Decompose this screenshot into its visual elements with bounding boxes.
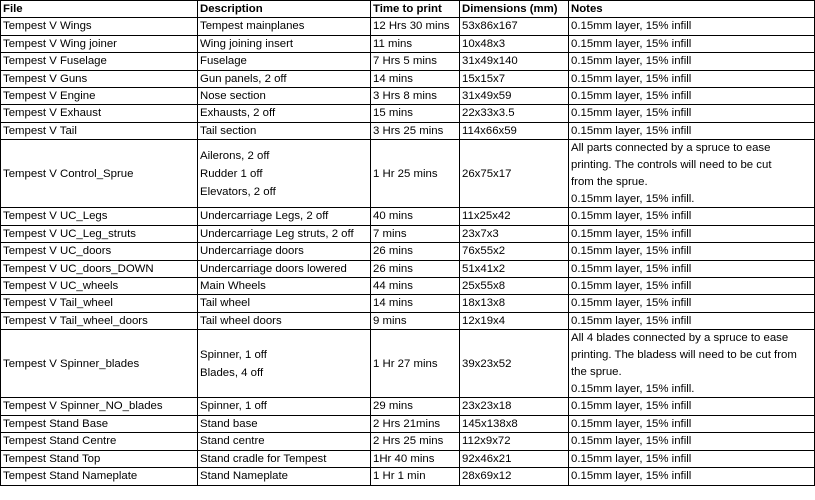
description-line: Tail wheel xyxy=(200,297,251,310)
cell-file: Tempest V Tail_wheel_doors xyxy=(1,312,198,329)
cell-dimensions: 51x41x2 xyxy=(460,260,569,277)
cell-time-to-print: 29 mins xyxy=(371,398,460,415)
cell-time-to-print: 1Hr 40 mins xyxy=(371,450,460,467)
notes-line: 0.15mm layer, 15% infill xyxy=(571,107,692,120)
cell-dimensions: 76x55x2 xyxy=(460,243,569,260)
cell-notes xyxy=(569,140,815,208)
table-row xyxy=(1,225,815,242)
description-line: Tail wheel doors xyxy=(200,314,282,327)
cell-dimensions: 22x33x3.5 xyxy=(460,105,569,122)
cell-notes xyxy=(569,260,815,277)
cell-file: Tempest V Wings xyxy=(1,18,198,35)
description-line: Stand base xyxy=(200,417,258,430)
description-line: Exhausts, 2 off xyxy=(200,107,276,120)
cell-notes xyxy=(569,208,815,225)
cell-notes xyxy=(569,312,815,329)
header-dimensions: Dimensions (mm) xyxy=(460,1,569,18)
description-line: Main Wheels xyxy=(200,280,266,293)
cell-file: Tempest Stand Nameplate xyxy=(1,468,198,485)
cell-time-to-print: 26 mins xyxy=(371,260,460,277)
cell-notes xyxy=(569,225,815,242)
cell-dimensions: 28x69x12 xyxy=(460,468,569,485)
notes-line: All parts connected by a spruce to ease xyxy=(571,142,771,155)
cell-description xyxy=(198,450,371,467)
cell-dimensions: 23x7x3 xyxy=(460,225,569,242)
notes-line: 0.15mm layer, 15% infill xyxy=(571,90,692,103)
description-line: Spinner, 1 off xyxy=(200,400,267,413)
notes-line: 0.15mm layer, 15% infill xyxy=(571,470,692,483)
cell-file: Tempest V Fuselage xyxy=(1,53,198,70)
cell-time-to-print: 14 mins xyxy=(371,295,460,312)
cell-time-to-print: 11 mins xyxy=(371,35,460,52)
description-line: Undercarriage Leg struts, 2 off xyxy=(200,227,354,240)
table-row xyxy=(1,278,815,295)
cell-description xyxy=(198,433,371,450)
cell-file: Tempest V UC_doors xyxy=(1,243,198,260)
cell-time-to-print: 7 Hrs 5 mins xyxy=(371,53,460,70)
cell-file: Tempest V Guns xyxy=(1,70,198,87)
cell-notes xyxy=(569,433,815,450)
notes-line: 0.15mm layer, 15% infill xyxy=(571,452,692,465)
cell-dimensions: 26x75x17 xyxy=(460,140,569,208)
cell-notes xyxy=(569,35,815,52)
description-line: Blades, 4 off xyxy=(200,366,264,379)
cell-time-to-print: 1 Hr 25 mins xyxy=(371,140,460,208)
cell-notes xyxy=(569,88,815,105)
notes-line: the sprue. xyxy=(571,365,622,378)
cell-notes xyxy=(569,105,815,122)
cell-description xyxy=(198,312,371,329)
table-row xyxy=(1,450,815,467)
cell-description xyxy=(198,18,371,35)
cell-description xyxy=(198,330,371,398)
description-line: Fuselage xyxy=(200,55,247,68)
cell-notes xyxy=(569,53,815,70)
header-notes: Notes xyxy=(569,1,815,18)
table-row xyxy=(1,88,815,105)
cell-time-to-print: 14 mins xyxy=(371,70,460,87)
cell-description xyxy=(198,260,371,277)
table-row xyxy=(1,398,815,415)
notes-line: All 4 blades connected by a spruce to ease xyxy=(571,332,789,345)
cell-time-to-print: 1 Hr 27 mins xyxy=(371,330,460,398)
header-row xyxy=(1,1,815,18)
cell-time-to-print: 7 mins xyxy=(371,225,460,242)
cell-dimensions: 145x138x8 xyxy=(460,415,569,432)
notes-line: 0.15mm layer, 15% infill xyxy=(571,124,692,137)
cell-notes xyxy=(569,450,815,467)
notes-line: 0.15mm layer, 15% infill. xyxy=(571,192,695,205)
cell-description xyxy=(198,295,371,312)
cell-dimensions: 112x9x72 xyxy=(460,433,569,450)
cell-description xyxy=(198,415,371,432)
cell-description xyxy=(198,70,371,87)
cell-notes xyxy=(569,468,815,485)
cell-description xyxy=(198,105,371,122)
cell-file: Tempest Stand Centre xyxy=(1,433,198,450)
table-body xyxy=(1,18,815,485)
cell-dimensions: 10x48x3 xyxy=(460,35,569,52)
description-line: Gun panels, 2 off xyxy=(200,72,287,85)
cell-dimensions: 31x49x59 xyxy=(460,88,569,105)
cell-file: Tempest V Spinner_NO_blades xyxy=(1,398,198,415)
table-row xyxy=(1,53,815,70)
cell-file: Tempest V UC_Leg_struts xyxy=(1,225,198,242)
description-line: Undercarriage doors xyxy=(200,245,304,258)
notes-line: from the sprue. xyxy=(571,175,648,188)
description-line: Tail section xyxy=(200,124,257,137)
table-row xyxy=(1,260,815,277)
cell-file: Tempest Stand Base xyxy=(1,415,198,432)
table-row xyxy=(1,415,815,432)
table-row xyxy=(1,35,815,52)
description-line: Undercarriage Legs, 2 off xyxy=(200,210,329,223)
cell-file: Tempest V Wing joiner xyxy=(1,35,198,52)
table-row xyxy=(1,312,815,329)
notes-line: 0.15mm layer, 15% infill xyxy=(571,55,692,68)
cell-notes xyxy=(569,278,815,295)
cell-notes xyxy=(569,70,815,87)
cell-notes xyxy=(569,243,815,260)
cell-dimensions: 92x46x21 xyxy=(460,450,569,467)
notes-line: 0.15mm layer, 15% infill xyxy=(571,37,692,50)
cell-file: Tempest V Spinner_blades xyxy=(1,330,198,398)
cell-dimensions: 25x55x8 xyxy=(460,278,569,295)
cell-description xyxy=(198,88,371,105)
description-line: Nose section xyxy=(200,90,266,103)
cell-description xyxy=(198,53,371,70)
table-row xyxy=(1,18,815,35)
cell-time-to-print: 1 Hr 1 min xyxy=(371,468,460,485)
cell-description xyxy=(198,243,371,260)
notes-line: printing. The bladess will need to be cut from xyxy=(571,349,797,362)
cell-dimensions: 31x49x140 xyxy=(460,53,569,70)
description-line: Stand centre xyxy=(200,435,265,448)
cell-time-to-print: 2 Hrs 25 mins xyxy=(371,433,460,450)
table-row xyxy=(1,208,815,225)
notes-line: 0.15mm layer, 15% infill xyxy=(571,297,692,310)
table-row xyxy=(1,330,815,398)
description-line: Stand cradle for Tempest xyxy=(200,452,327,465)
notes-line: 0.15mm layer, 15% infill xyxy=(571,245,692,258)
notes-line: 0.15mm layer, 15% infill xyxy=(571,417,692,430)
table-row xyxy=(1,295,815,312)
cell-file: Tempest V Engine xyxy=(1,88,198,105)
notes-line: 0.15mm layer, 15% infill xyxy=(571,280,692,293)
cell-description xyxy=(198,208,371,225)
cell-file: Tempest V Tail_wheel xyxy=(1,295,198,312)
notes-line: 0.15mm layer, 15% infill xyxy=(571,72,692,85)
cell-time-to-print: 15 mins xyxy=(371,105,460,122)
table-row xyxy=(1,140,815,208)
notes-line: 0.15mm layer, 15% infill xyxy=(571,227,692,240)
cell-description xyxy=(198,35,371,52)
description-line: Rudder 1 off xyxy=(200,167,263,180)
description-line: Stand Nameplate xyxy=(200,470,289,483)
cell-notes xyxy=(569,330,815,398)
cell-notes xyxy=(569,122,815,139)
cell-file: Tempest V Control_Sprue xyxy=(1,140,198,208)
description-line: Elevators, 2 off xyxy=(200,185,276,198)
cell-time-to-print: 2 Hrs 21mins xyxy=(371,415,460,432)
notes-line: 0.15mm layer, 15% infill xyxy=(571,400,692,413)
cell-time-to-print: 12 Hrs 30 mins xyxy=(371,18,460,35)
header-description: Description xyxy=(198,1,371,18)
cell-notes xyxy=(569,415,815,432)
description-line: Wing joining insert xyxy=(200,37,294,50)
cell-description xyxy=(198,225,371,242)
table-row xyxy=(1,243,815,260)
description-line: Tempest mainplanes xyxy=(200,20,305,33)
table-row xyxy=(1,122,815,139)
cell-time-to-print: 40 mins xyxy=(371,208,460,225)
cell-description xyxy=(198,122,371,139)
cell-description xyxy=(198,468,371,485)
table-row xyxy=(1,105,815,122)
cell-dimensions: 12x19x4 xyxy=(460,312,569,329)
cell-dimensions: 11x25x42 xyxy=(460,208,569,225)
notes-line: 0.15mm layer, 15% infill xyxy=(571,20,692,33)
cell-dimensions: 15x15x7 xyxy=(460,70,569,87)
cell-time-to-print: 44 mins xyxy=(371,278,460,295)
table-row xyxy=(1,468,815,485)
notes-line: 0.15mm layer, 15% infill xyxy=(571,262,692,275)
table-row xyxy=(1,70,815,87)
cell-time-to-print: 3 Hrs 25 mins xyxy=(371,122,460,139)
cell-file: Tempest V Tail xyxy=(1,122,198,139)
cell-description xyxy=(198,140,371,208)
notes-line: 0.15mm layer, 15% infill xyxy=(571,210,692,223)
cell-dimensions: 39x23x52 xyxy=(460,330,569,398)
cell-time-to-print: 3 Hrs 8 mins xyxy=(371,88,460,105)
cell-time-to-print: 9 mins xyxy=(371,312,460,329)
cell-notes xyxy=(569,398,815,415)
cell-file: Tempest V UC_doors_DOWN xyxy=(1,260,198,277)
table-row xyxy=(1,433,815,450)
notes-line: 0.15mm layer, 15% infill. xyxy=(571,382,695,395)
description-line: Undercarriage doors lowered xyxy=(200,262,347,275)
cell-dimensions: 114x66x59 xyxy=(460,122,569,139)
cell-notes xyxy=(569,18,815,35)
notes-line: 0.15mm layer, 15% infill xyxy=(571,435,692,448)
cell-file: Tempest V UC_wheels xyxy=(1,278,198,295)
cell-time-to-print: 26 mins xyxy=(371,243,460,260)
cell-dimensions: 18x13x8 xyxy=(460,295,569,312)
cell-file: Tempest V Exhaust xyxy=(1,105,198,122)
cell-file: Tempest V UC_Legs xyxy=(1,208,198,225)
header-file: File xyxy=(1,1,198,18)
notes-line: printing. The controls will need to be cut xyxy=(571,159,772,172)
description-line: Ailerons, 2 off xyxy=(200,149,270,162)
cell-description xyxy=(198,278,371,295)
cell-dimensions: 53x86x167 xyxy=(460,18,569,35)
cell-file: Tempest Stand Top xyxy=(1,450,198,467)
cell-dimensions: 23x23x18 xyxy=(460,398,569,415)
cell-description xyxy=(198,398,371,415)
notes-line: 0.15mm layer, 15% infill xyxy=(571,314,692,327)
header-time-to-print: Time to print xyxy=(371,1,460,18)
cell-notes xyxy=(569,295,815,312)
description-line: Spinner, 1 off xyxy=(200,348,267,361)
